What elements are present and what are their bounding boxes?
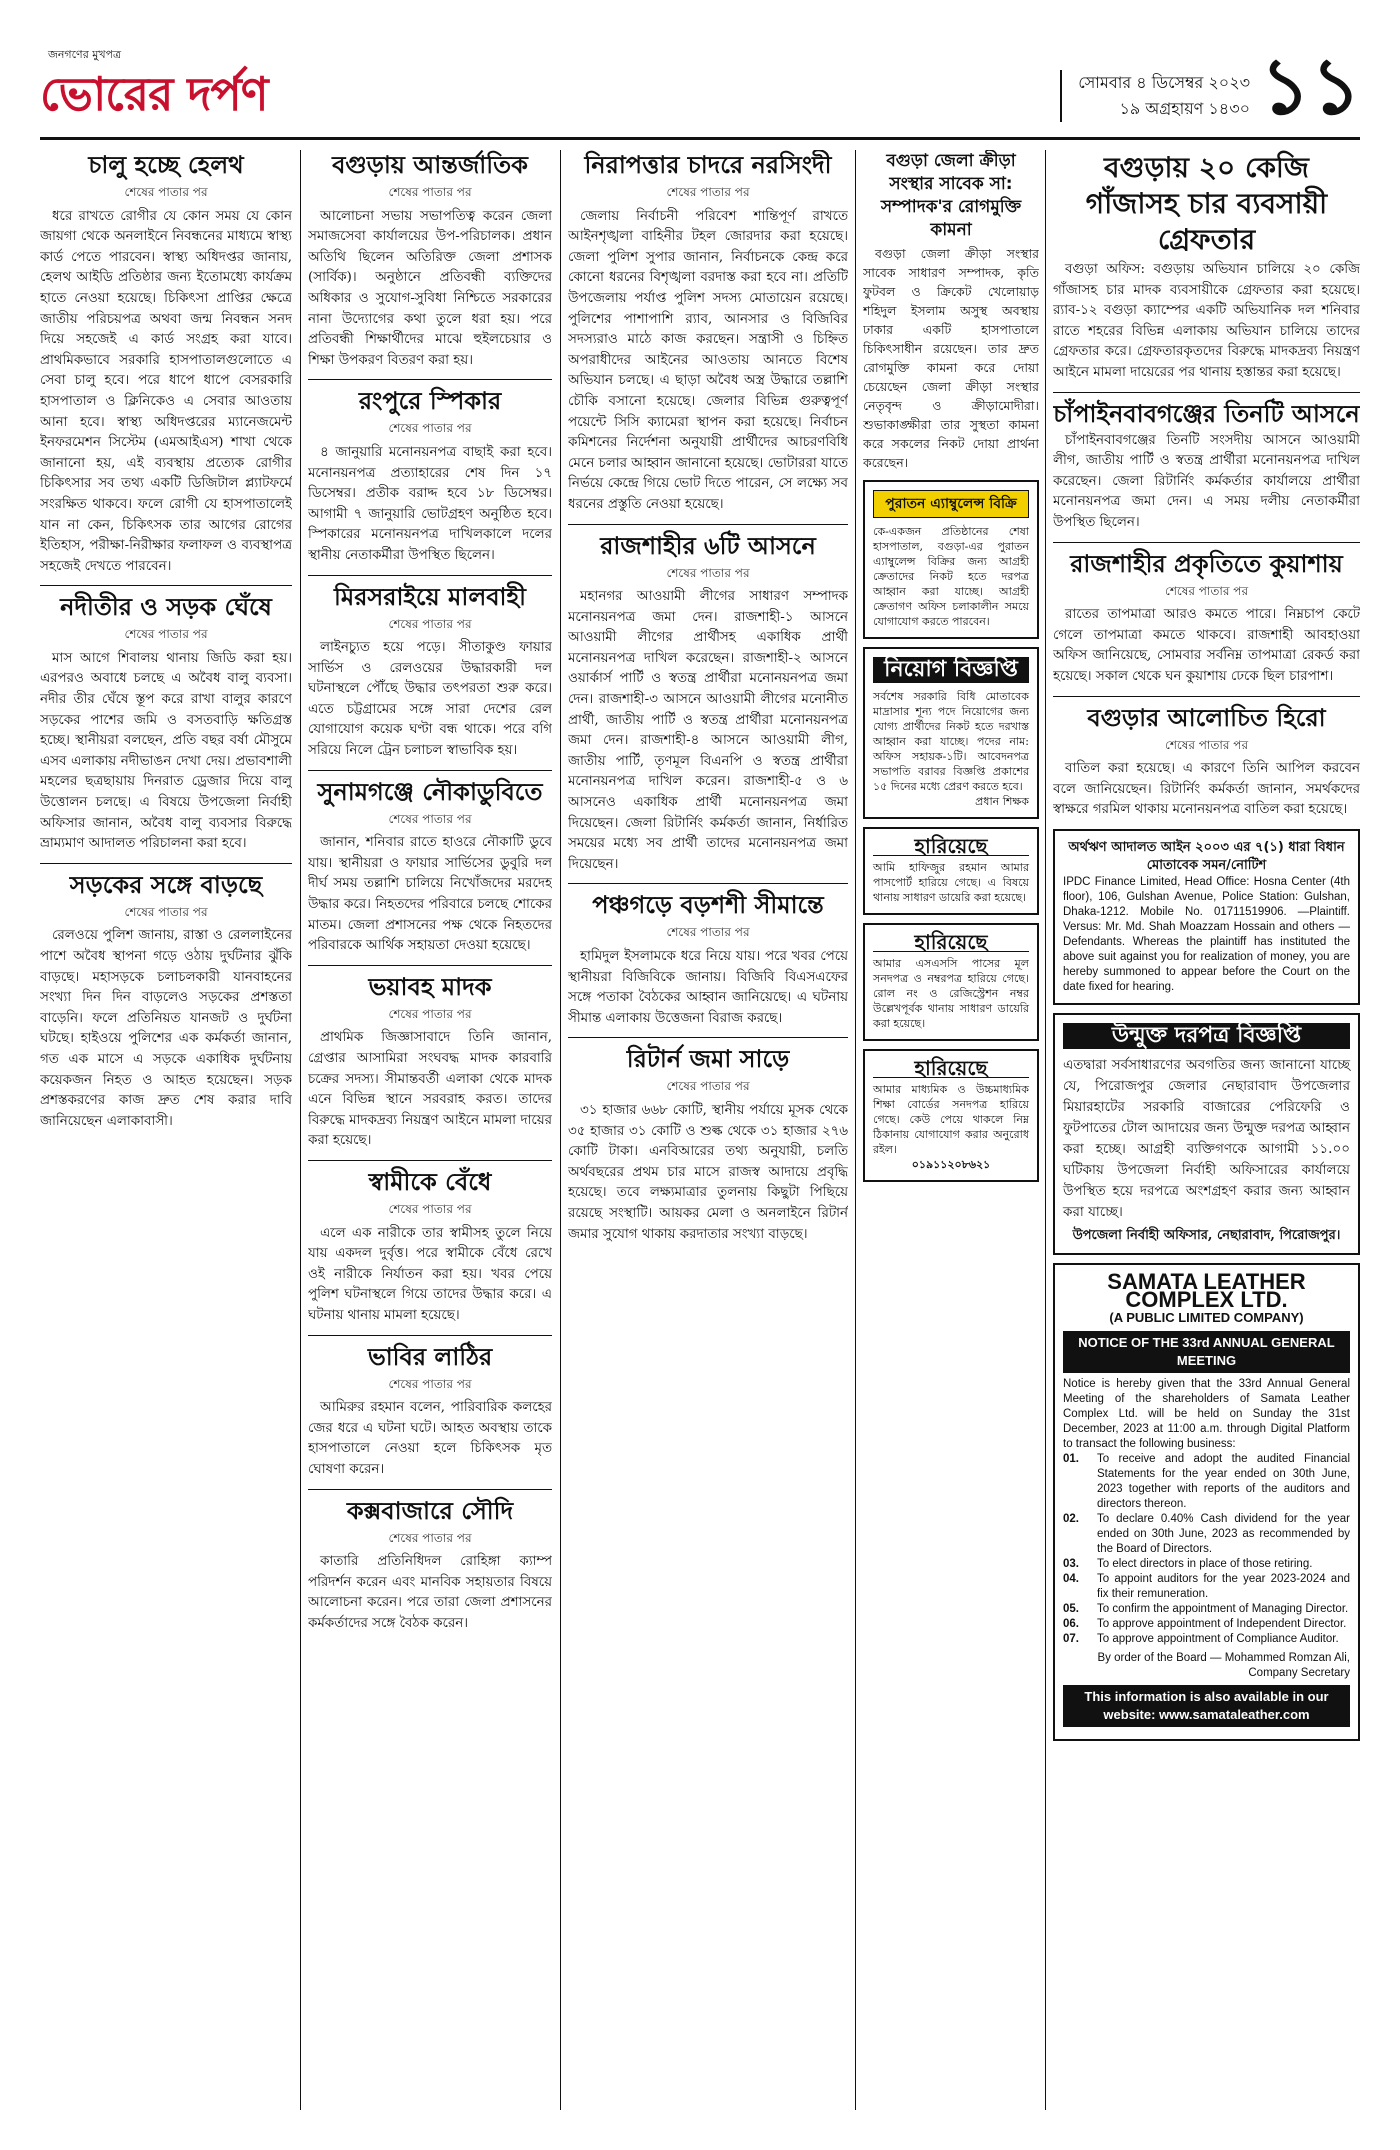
story-panchagarh-border: [568, 890, 848, 1029]
story-body: বগুড়া জেলা ক্রীড়া সংস্থার সাবেক সাধারণ সম্পাদক, কৃতি ফুটবল ও ক্রিকেট খেলোয়াড় শহিদুল ইসলাম অসুস্থ অবস্থায় ঢাকার একটি হাসপাতালে চিকিৎসাধীন রয়েছেন। তার দ্রুত রোগমুক্তি কামনা করে দোয়া চেয়েছেন জেলা ক্রীড়া সংস্থার নেতৃবৃন্দ ও ক্রীড়ামোদীরা। শুভাকাঙ্ক্ষীরা তার সুস্থতা কামনা করে সকলের নিকট দোয়া প্রার্থনা করেছেন।: [863, 246, 1039, 470]
story-coxsbazar-saudi: [308, 1496, 552, 1635]
divider: [1053, 542, 1360, 543]
notice-signature: By order of the Board — Mohammed Romzan Ali, Company Secretary: [1097, 1651, 1350, 1679]
story-body: মহানগর আওয়ামী লীগের সাধারণ সম্পাদক মনোনয়নপত্র জমা দেন। রাজশাহী-১ আসনে আওয়ামী লীগের প্রার্থীসহ একাধিক প্রার্থী মনোনয়নপত্র দাখিল করেছেন। রাজশাহী-২ আসনে ওয়ার্কার্স পার্টি ও স্বতন্ত্র প্রার্থীরা মনোনয়নপত্র জমা দেন। রাজশাহী-৩ আসনে আওয়ামী লীগের মনোনীত প্রার্থী, জাতীয় পার্টি ও স্বতন্ত্র প্রার্থীরা মনোনয়নপত্র জমা দেন। রাজশাহী-৪ আসনে আওয়ামী লীগ, জাতীয় পার্টি, তৃণমূল বিএনপি ও স্বতন্ত্র প্রার্থীরা মনোনয়নপত্র দাখিল করেন। রাজশাহী-৫ ও ৬ আসনেও একাধিক প্রার্থী মনোনয়নপত্র জমা দিয়েছেন। জেলা রিটার্নিং কর্মকর্তা জানান, নির্ধারিত সময়ের মধ্যে সব প্রার্থী তাদের মনোনয়নপত্র জমা দিয়েছেন।: [568, 589, 848, 872]
agenda-text: To receive and adopt the audited Financial Statements for the year ended on 30th June, 2023 together with reports of the auditors and directors thereon.: [1097, 1452, 1350, 1510]
agenda-text: To approve appointment of Compliance Auditor.: [1097, 1632, 1339, 1645]
continued-label: শেষের পাতার পর: [388, 811, 472, 826]
agenda-number: 06.: [1063, 1617, 1079, 1630]
agenda-number: 05.: [1063, 1602, 1079, 1615]
court-summons-notice: [1053, 829, 1360, 1005]
headline: নিরাপত্তার চাদরে নরসিংদী: [584, 151, 832, 179]
story-river-road: [40, 592, 292, 855]
notice-body: Notice is hereby given that the 33rd Annual General Meeting of the shareholders of Samata Leather Complex Ltd. will be held on Sunday the 31st December, 2023 at 11:00 a.m. through Digital Platform to transact the following business:: [1063, 1377, 1350, 1450]
ad-body: কে-একজন প্রতিষ্ঠানের শেষা হাসপাতাল, বগুড়া-এর পুরাতন এ্যাম্বুলেন্স বিক্রির জন্য আগ্রহী ক্রেতাদের নিকট হতে দরপত্র আহ্বান করা যাচ্ছে। আগ্রহী ক্রেতাগণ অফিস চলাকালীন সময়ে যোগাযোগ করতে পারবেন।: [873, 525, 1029, 628]
divider: [308, 1489, 552, 1490]
ambulance-sale-ad: [863, 480, 1039, 639]
story-sunamganj-boat: [308, 777, 552, 957]
agenda-text: To confirm the appointment of Managing Director.: [1097, 1602, 1349, 1615]
story-body: হামিদুল ইসলামকে ধরে নিয়ে যায়। পরে খবর পেয়ে স্থানীয়রা বিজিবিকে জানায়। বিজিবি বিএসএফের সঙ্গে পতাকা বৈঠকের আহ্বান জানিয়েছে। এ ঘটনায় সীমান্ত এলাকায় উত্তেজনা বিরাজ করছে।: [568, 949, 848, 1026]
divider: [40, 863, 292, 864]
story-rajshahi-fog: [1053, 549, 1360, 688]
notice-footer: This information is also available in our website: www.samataleather.com: [1063, 1685, 1350, 1727]
story-rajshahi-six-seats: [568, 531, 848, 876]
story-body: চাঁপাইনবাবগঞ্জের তিনটি সংসদীয় আসনে আওয়ামী লীগ, জাতীয় পার্টি ও স্বতন্ত্র প্রার্থীরা মনোনয়নপত্র দাখিল করেছেন। জেলা রিটার্নিং কর্মকর্তার কার্যালয়ে প্রার্থীরা মনোনয়নপত্র জমা দেন। এ সময় দলীয় নেতাকর্মীরা উপস্থিত ছিলেন।: [1053, 432, 1360, 530]
continued-label: শেষের পাতার পর: [124, 627, 208, 642]
tender-notice: [1053, 1013, 1360, 1255]
company-name: SAMATA LEATHER COMPLEX LTD.: [1107, 1268, 1306, 1312]
story-body: ধরে রাখতে রোগীর যে কোন সময় যে কোন জায়গা থেকে অনলাইনে নিবন্ধনের মাধ্যমে স্বাস্থ্য কার্ড পেতে পারবেন। স্বাস্থ্য অধিদপ্তর জানায়, হেলথ আইডি প্রতিষ্ঠার জন্য ইতোমধ্যে কার্যক্রম হাতে নেওয়া হয়েছে। চিকিৎসা প্রাপ্তির ক্ষেত্রে জাতীয় পরিচয়পত্র অথবা জন্ম নিবন্ধন সনদ দিয়ে সহজেই এ কার্ড সংগ্রহ করা যাবে। প্রাথমিকভাবে সরকারি হাসপাতালগুলোতে এ সেবা চালু হবে। পরে ধাপে ধাপে বেসরকারি হাসপাতাল ও ক্লিনিকেও এ সেবার আওতায় আনা হবে। স্বাস্থ্য অধিদপ্তরের ম্যানেজমেন্ট ইনফরমেশন সিস্টেম (এমআইএস) শাখা থেকে জানানো হয়, এই ব্যবস্থায় প্রত্যেক রোগীর চিকিৎসার সব তথ্য একটি ডিজিটাল প্ল্যাটফর্মে সংরক্ষিত থাকবে। ফলে রোগী যে হাসপাতালেই যান না কেন, চিকিৎসক তার আগের রোগের ইতিহাস, পরীক্ষা-নিরীক্ষার ফলাফল ও ব্যবস্থাপত্র সহজেই দেখতে পারবেন।: [40, 208, 292, 574]
headline: বগুড়ায় ২০ কেজি গাঁজাসহ চার ব্যবসায়ী গ্রেফতার: [1085, 151, 1328, 256]
headline: রিটার্ন জমা সাড়ে: [626, 1045, 790, 1074]
continued-label: শেষের পাতার পর: [388, 1530, 472, 1545]
lost-title: হারিয়েছে: [873, 1059, 1029, 1078]
continued-label: শেষের পাতার পর: [388, 616, 472, 631]
story-body: আলোচনা সভায় সভাপতিত্ব করেন জেলা সমাজসেবা কার্যালয়ের উপ-পরিচালক। প্রধান অতিথি ছিলেন অতিরিক্ত জেলা প্রশাসক (সার্বিক)। অনুষ্ঠানে প্রতিবন্ধী ব্যক্তিদের অধিকার ও সুযোগ-সুবিধা নিশ্চিতে সরকারের নানা উদ্যোগের কথা তুলে ধরা হয়। পরে প্রতিবন্ধী শিক্ষার্থীদের মাঝে হুইলচেয়ার ও শিক্ষা উপকরণ বিতরণ করা হয়।: [308, 208, 552, 368]
tender-signature: উপজেলা নির্বাহী অফিসার, নেছারাবাদ, পিরোজপুর।: [1072, 1227, 1341, 1243]
tender-body: এতদ্বারা সর্বসাধারণের অবগতির জন্য জানানো যাচ্ছে যে, পিরোজপুর জেলার নেছারাবাদ উপজেলার মিয়ারহাটের সরকারি বাজারের পেরিফেরি ও ফুটপাতের টোল আদায়ের জন্য উন্মুক্ত দরপত্র আহ্বান করা হচ্ছে। আগ্রহী ব্যক্তিগণকে আগামী ১১.০০ ঘটিকায় উপজেলা নির্বাহী অফিসারের কার্যালয়ে উপস্থিত হয়ে দরপত্রে অংশগ্রহণ করার জন্য আহ্বান করা যাচ্ছে।: [1063, 1056, 1350, 1220]
continued-label: শেষের পাতার পর: [388, 1376, 472, 1391]
headline: রংপুরে স্পিকার: [358, 387, 502, 416]
headline: পঞ্চগড়ে বড়শশী সীমান্তে: [592, 891, 824, 920]
agenda-number: 03.: [1063, 1557, 1079, 1570]
company-subtitle: (A PUBLIC LIMITED COMPANY): [1109, 1309, 1304, 1325]
story-husband-tied: [308, 1167, 552, 1327]
agenda-item: [1063, 1602, 1350, 1617]
headline: বগুড়া জেলা ক্রীড়া সংস্থার সাবেক সা: সম্পাদক'র রোগমুক্তি কামনা: [880, 151, 1022, 240]
ad-title: নিয়োগ বিজ্ঞপ্তি: [873, 657, 1029, 683]
story-body: প্রাথমিক জিজ্ঞাসাবাদে তিনি জানান, গ্রেপ্তার আসামিরা সংঘবদ্ধ মাদক কারবারি চক্রের সদস্য। সীমান্তবর্তী এলাকা থেকে মাদক এনে বিভিন্ন স্থানে সরবরাহ করত। তাদের বিরুদ্ধে মাদকদ্রব্য নিয়ন্ত্রণ আইনে মামলা দায়ের করা হয়েছে।: [308, 1030, 552, 1149]
column-4: [863, 150, 1039, 2110]
column-divider: [560, 150, 561, 2110]
masthead: [40, 40, 1360, 140]
agenda-item: [1063, 1557, 1350, 1572]
column-divider: [855, 150, 856, 2110]
headline: চালু হচ্ছে হেলথ: [88, 151, 244, 179]
court-title: অর্থঋণ আদালত আইন ২০০৩ এর ৭(১) ধারা বিধান মোতাবেক সমন/নোটিশ: [1068, 839, 1345, 873]
divider: [568, 883, 848, 884]
story-bogura-international: [308, 150, 552, 371]
headline: রাজশাহীর ৬টি আসনে: [600, 531, 816, 560]
lost-body: আমি হাফিজুর রহমান আমার পাসপোর্ট হারিয়ে গেছে। এ বিষয়ে থানায় সাধারণ ডায়েরি করা হয়েছে।: [873, 861, 1029, 904]
story-mirsarai-freight: [308, 582, 552, 762]
headline: মিরসরাইয়ে মালবাহী: [334, 582, 526, 611]
continued-label: শেষের পাতার পর: [1164, 583, 1249, 598]
continued-label: শেষের পাতার পর: [388, 1006, 472, 1021]
story-bogura-hero: [1053, 703, 1360, 821]
agenda-number: 04.: [1063, 1572, 1079, 1585]
continued-label: শেষের পাতার পর: [666, 565, 750, 580]
agenda-list: [1063, 1452, 1350, 1647]
divider: [308, 575, 552, 576]
tender-title: উন্মুক্ত দরপত্র বিজ্ঞপ্তি: [1063, 1023, 1350, 1049]
continued-label: শেষের পাতার পর: [1164, 737, 1249, 752]
notice-title: NOTICE OF THE 33rd ANNUAL GENERAL MEETING: [1063, 1331, 1350, 1373]
headline: বগুড়ার আলোচিত হিরো: [1087, 703, 1326, 732]
ad-body: সর্বশেষ সরকারি বিধি মোতাবেক মাদ্রাসার শূন্য পদে নিয়োগের জন্য যোগ্য প্রার্থীদের নিকট হতে দরখাস্ত আহ্বান করা যাচ্ছে। পদের নাম: অফিস সহায়ক-১টি। আবেদনপত্র সভাপতি বরাবর বিজ্ঞপ্তি প্রকাশের ১৫ দিনের মধ্যে প্রেরণ করতে হবে।: [873, 690, 1029, 793]
agenda-item: [1063, 1512, 1350, 1557]
lost-title: হারিয়েছে: [873, 933, 1029, 952]
story-body: কাতারি প্রতিনিধিদল রোহিঙ্গা ক্যাম্প পরিদর্শন করেন এবং মানবিক সহায়তার বিষয়ে আলোচনা করেন। পরে তারা জেলা প্রশাসনের কর্মকর্তাদের সঙ্গে বৈঠক করেন।: [308, 1554, 552, 1631]
ad-title: পুরাতন এ্যাম্বুলেন্স বিক্রি: [873, 490, 1029, 518]
column-2: [308, 150, 552, 2110]
story-health-card: [40, 150, 292, 577]
continued-label: শেষের পাতার পর: [388, 421, 472, 436]
divider: [1053, 696, 1360, 697]
newspaper-name: ভোরের দর্পণ: [40, 67, 268, 121]
lost-notice-3: [863, 1049, 1039, 1182]
column-3: [568, 150, 848, 2110]
lost-title: হারিয়েছে: [873, 837, 1029, 856]
story-body: লাইনচ্যুত হয়ে পড়ে। সীতাকুণ্ড ফায়ার সার্ভিস ও রেলওয়ের উদ্ধারকারী দল ঘটনাস্থলে পৌঁছে উদ্ধার তৎপরতা শুরু করে। এতে চট্টগ্রামের সঙ্গে সারা দেশের রেল যোগাযোগ কয়েক ঘণ্টা বন্ধ থাকে। পরে বগি সরিয়ে নিলে ট্রেন চলাচল স্বাভাবিক হয়।: [308, 640, 552, 759]
agenda-item: [1063, 1617, 1350, 1632]
continued-label: শেষের পাতার পর: [666, 925, 750, 940]
column-5: [1053, 150, 1360, 2110]
story-rangpur-speaker: [308, 386, 552, 566]
headline: কক্সবাজারে সৌদি: [346, 1496, 514, 1525]
story-body: ৪ জানুয়ারি মনোনয়নপত্র বাছাই করা হবে। মনোনয়নপত্র প্রত্যাহারের শেষ দিন ১৭ ডিসেম্বর। প্রতীক বরাদ্দ হবে ১৮ ডিসেম্বর। আগামী ৭ জানুয়ারি ভোটগ্রহণ অনুষ্ঠিত হবে। স্পিকারের মনোনয়নপত্র দাখিলকালে দলের স্থানীয় নেতাকর্মীরা উপস্থিত ছিলেন।: [308, 444, 552, 563]
lost-body: আমার মাধ্যমিক ও উচ্চমাধ্যমিক শিক্ষা বোর্ডের সনদপত্র হারিয়ে গেছে। কেউ পেয়ে থাকলে নিম্ন ঠিকানায় যোগাযোগ করার অনুরোধ রইল।: [873, 1083, 1029, 1156]
headline: রাজশাহীর প্রকৃতিতে কুয়াশায়: [1070, 549, 1343, 578]
story-body: ৩১ হাজার ৬৬৮ কোটি, স্থানীয় পর্যায়ে মূসক থেকে ৩৫ হাজার ৩১ কোটি ও শুল্ক থেকে ৩১ হাজার ২৭৬ কোটি টাকা। এনবিআরের তথ্য অনুযায়ী, চলতি অর্থবছরের প্রথম চার মাসে রাজস্ব আদায়ে প্রবৃদ্ধি হয়েছে। তবে লক্ষ্যমাত্রার তুলনায় কিছুটা পিছিয়ে রয়েছে সংস্থাটি। আয়কর মেলা ও অনলাইনে রিটার্ন জমার সুযোগ থাকায় করদাতার সংখ্যা বাড়ছে।: [568, 1102, 848, 1242]
divider: [568, 1037, 848, 1038]
logo-tagline: জনগণের মুখপত্র: [48, 48, 122, 61]
agenda-text: To declare 0.40% Cash dividend for the year ended on 30th June, 2023 as recommended by the Board of Directors.: [1097, 1512, 1350, 1555]
headline: নদীতীর ও সড়ক ঘেঁষে: [60, 593, 272, 622]
story-body: বগুড়া অফিস: বগুড়ায় অভিযান চালিয়ে ২০ কেজি গাঁজাসহ চার মাদক ব্যবসায়ীকে গ্রেফতার করা হয়েছে। র‍্যাব-১২ বগুড়া ক্যাম্পের একটি অভিযানিক দল শনিবার রাতে শহরের বিভিন্ন এলাকায় অভিযান চালিয়ে তাদের গ্রেফতার করে। গ্রেফতারকৃতদের বিরুদ্ধে মাদকদ্রব্য নিয়ন্ত্রণ আইনে মামলা দায়েরের পর থানায় হস্তান্তর করা হয়েছে।: [1053, 262, 1360, 380]
date-block: [1060, 70, 1250, 122]
continued-label: শেষের পাতার পর: [124, 185, 208, 199]
headline: সড়কের সঙ্গে বাড়ছে: [69, 870, 263, 899]
story-body: রেলওয়ে পুলিশ জানায়, রাস্তা ও রেললাইনের পাশে অবৈধ স্থাপনা গড়ে ওঠায় দুর্ঘটনার ঝুঁকি বাড়ছে। মহাসড়কে চলাচলকারী যানবাহনের সংখ্যা দিন দিন বাড়লেও সড়কের প্রশস্ততা বাড়েনি। ফলে প্রতিনিয়ত যানজট ও দুর্ঘটনা ঘটছে। হাইওয়ে পুলিশের এক কর্মকর্তা জানান, গত এক মাসে এ সড়কে একাধিক দুর্ঘটনায় কয়েকজন নিহত ও আহত হয়েছেন। সড়ক প্রশস্তকরণের কাজ দ্রুত শেষ করার দাবি জানিয়েছেন এলাকাবাসী।: [40, 928, 292, 1129]
recruitment-ad: [863, 647, 1039, 819]
contact-number: ০১৯১১২০৮৬২১: [911, 1158, 991, 1171]
story-sports-wishes: [863, 150, 1039, 472]
agenda-number: 07.: [1063, 1632, 1079, 1645]
story-chapainawabganj: [1053, 399, 1360, 534]
samata-agm-notice: [1053, 1263, 1360, 1741]
divider: [1053, 392, 1360, 393]
date-gregorian: সোমবার ৪ ডিসেম্বর ২০২৩: [1078, 73, 1250, 92]
headline: স্বামীকে বেঁধে: [368, 1167, 492, 1196]
divider: [568, 524, 848, 525]
story-body: জানান, শনিবার রাতে হাওরে নৌকাটি ডুবে যায়। স্থানীয়রা ও ফায়ার সার্ভিসের ডুবুরি দল দীর্ঘ সময় তল্লাশি চালিয়ে নিখোঁজদের মরদেহ উদ্ধার করে। নিহতদের পরিবারে চলছে শোকের মাতম। জেলা প্রশাসনের পক্ষ থেকে নিহতদের পরিবারকে আর্থিক সহায়তা দেওয়া হয়েছে।: [308, 835, 552, 954]
column-divider: [300, 150, 301, 2110]
story-narsingdi-security: [568, 150, 848, 516]
story-body: আমিরুর রহমান বলেন, পারিবারিক কলহের জের ধরে এ ঘটনা ঘটে। আহত অবস্থায় তাকে হাসপাতালে নেওয়া হলে চিকিৎসক মৃত ঘোষণা করেন।: [308, 1400, 552, 1477]
continued-label: শেষের পাতার পর: [124, 904, 208, 919]
story-body: রাতের তাপমাত্রা আরও কমতে পারে। নিম্নচাপ কেটে গেলে তাপমাত্রা কমতে থাকবে। রাজশাহী আবহাওয়া অফিস জানিয়েছে, সোমবার সর্বনিম্ন তাপমাত্রা রেকর্ড করা হয়েছে। সকাল থেকে ঘন কুয়াশায় ঢেকে ছিল চারপাশ।: [1053, 607, 1360, 684]
lost-notice-1: [863, 827, 1039, 915]
divider: [308, 379, 552, 380]
divider: [40, 585, 292, 586]
story-road-growth: [40, 870, 292, 1133]
divider: [308, 1335, 552, 1336]
story-drugs: [308, 972, 552, 1152]
story-body: জেলায় নির্বাচনী পরিবেশ শান্তিপূর্ণ রাখতে আইনশৃঙ্খলা বাহিনীর টহল জোরদার করা হয়েছে। জেলা পুলিশ সুপার জানান, নির্বাচনকে কেন্দ্র করে কোনো ধরনের বিশৃঙ্খলা বরদাস্ত করা হবে না। প্রতিটি উপজেলায় পর্যাপ্ত পুলিশ সদস্য মোতায়েন রয়েছে। পুলিশের পাশাপাশি র‍্যাব, আনসার ও বিজিবির সদস্যরাও মাঠে কাজ করছেন। সন্ত্রাসী ও চিহ্নিত অপরাধীদের আইনের আওতায় আনতে বিশেষ অভিযান চলছে। এ ছাড়া অবৈধ অস্ত্র উদ্ধারে তল্লাশি চৌকি বসানো হয়েছে। জেলার বিভিন্ন গুরুত্বপূর্ণ পয়েন্টে সিসি ক্যামেরা স্থাপন করা হয়েছে। নির্বাচন কমিশনের নির্দেশনা অনুযায়ী প্রার্থীদের আচরণবিধি মেনে চলার আহ্বান জানানো হয়েছে। ভোটাররা যাতে নির্ভয়ে কেন্দ্রে গিয়ে ভোট দিতে পারেন, সে লক্ষ্যে সব ধরনের প্রস্তুতি নেওয়া হয়েছে।: [568, 208, 848, 512]
divider: [308, 965, 552, 966]
story-body: এলে এক নারীকে তার স্বামীসহ তুলে নিয়ে যায় একদল দুর্বৃত্ত। পরে স্বামীকে বেঁধে রেখে ওই নারীকে নির্যাতন করা হয়। খবর পেয়ে পুলিশ ঘটনাস্থলে গিয়ে তাদের উদ্ধার করে। এ ঘটনায় থানায় মামলা হয়েছে।: [308, 1225, 552, 1323]
lost-body: আমার এসএসসি পাসের মূল সনদপত্র ও নম্বরপত্র হারিয়ে গেছে। রোল নং ও রেজিস্ট্রেশন নম্বর উল্লেখপূর্বক থানায় সাধারণ ডায়েরি করা হয়েছে।: [873, 957, 1029, 1030]
agenda-item: [1063, 1572, 1350, 1602]
headline: সুনামগঞ্জে নৌকাডুবিতে: [317, 777, 543, 806]
ad-signature: প্রধান শিক্ষক: [975, 795, 1029, 808]
continued-label: শেষের পাতার পর: [666, 185, 750, 199]
story-tax-return: [568, 1044, 848, 1245]
court-body: IPDC Finance Limited, Head Office: Hosna Center (4th floor), 106, Gulshan Avenue, Police Station: Gulshan, Dhaka-1212. Mobile No. 01711519906. —Plaintiff. Versus: Mr. Md. Shah Moazzam Hossain and others —Defendants. Whereas the plaintiff has instituted the above suit against you for realization of money, you are hereby summoned to appear before the Court on the date fixed for hearing.: [1063, 875, 1350, 993]
agenda-text: To elect directors in place of those retiring.: [1097, 1557, 1313, 1570]
lost-notice-2: [863, 923, 1039, 1041]
agenda-number: 02.: [1063, 1512, 1079, 1525]
page-number: ১১: [1260, 42, 1362, 132]
column-1: [40, 150, 292, 2110]
newspaper-logo: [40, 46, 270, 126]
headline: ভয়াবহ মাদক: [368, 972, 492, 1001]
headline: চাঁপাইনবাবগঞ্জের তিনটি আসনে: [1053, 399, 1360, 428]
agenda-item: [1063, 1632, 1350, 1647]
agenda-text: To approve appointment of Independent Director.: [1097, 1617, 1347, 1630]
headline: বগুড়ায় আন্তর্জাতিক: [332, 151, 528, 179]
story-bogura-ganja: [1053, 150, 1360, 384]
divider: [308, 1160, 552, 1161]
story-body: বাতিল করা হয়েছে। এ কারণে তিনি আপিল করবেন বলে জানিয়েছেন। রিটার্নিং কর্মকর্তা জানান, সমর্থকদের স্বাক্ষরে গরমিল থাকায় মনোনয়নপত্র বাতিল করা হয়েছে।: [1053, 761, 1360, 818]
divider: [308, 770, 552, 771]
continued-label: শেষের পাতার পর: [388, 1201, 472, 1216]
agenda-text: To appoint auditors for the year 2023-2024 and fix their remuneration.: [1097, 1572, 1350, 1600]
agenda-item: [1063, 1452, 1350, 1512]
headline: ভাবির লাঠির: [367, 1342, 493, 1371]
continued-label: শেষের পাতার পর: [388, 185, 472, 199]
date-bengali: ১৯ অগ্রহায়ণ ১৪৩০: [1119, 99, 1250, 118]
column-divider: [1045, 150, 1046, 2110]
continued-label: শেষের পাতার পর: [666, 1079, 750, 1094]
agenda-number: 01.: [1063, 1452, 1079, 1465]
story-sister-in-law: [308, 1342, 552, 1481]
story-body: মাস আগে শিবালয় থানায় জিডি করা হয়। এরপরও অবাধে চলছে এ অবৈধ বালু ব্যবসা। নদীর তীর ঘেঁষে স্তূপ করে রাখা বালুর কারণে সড়কের পাশের জমি ও বসতবাড়ি ক্ষতিগ্রস্ত হচ্ছে। স্থানীয়রা বলছেন, প্রতি বছর বর্ষা মৌসুমে এসব এলাকায় নদীভাঙন দেখা দেয়। প্রভাবশালী মহলের ছত্রছায়ায় দিনরাত ড্রেজার দিয়ে বালু উত্তোলন চলছে। এ বিষয়ে উপজেলা নির্বাহী অফিসার জানান, অবৈধ বালু ব্যবসার বিরুদ্ধে ভ্রাম্যমাণ আদালত পরিচালনা করা হবে।: [40, 650, 292, 852]
